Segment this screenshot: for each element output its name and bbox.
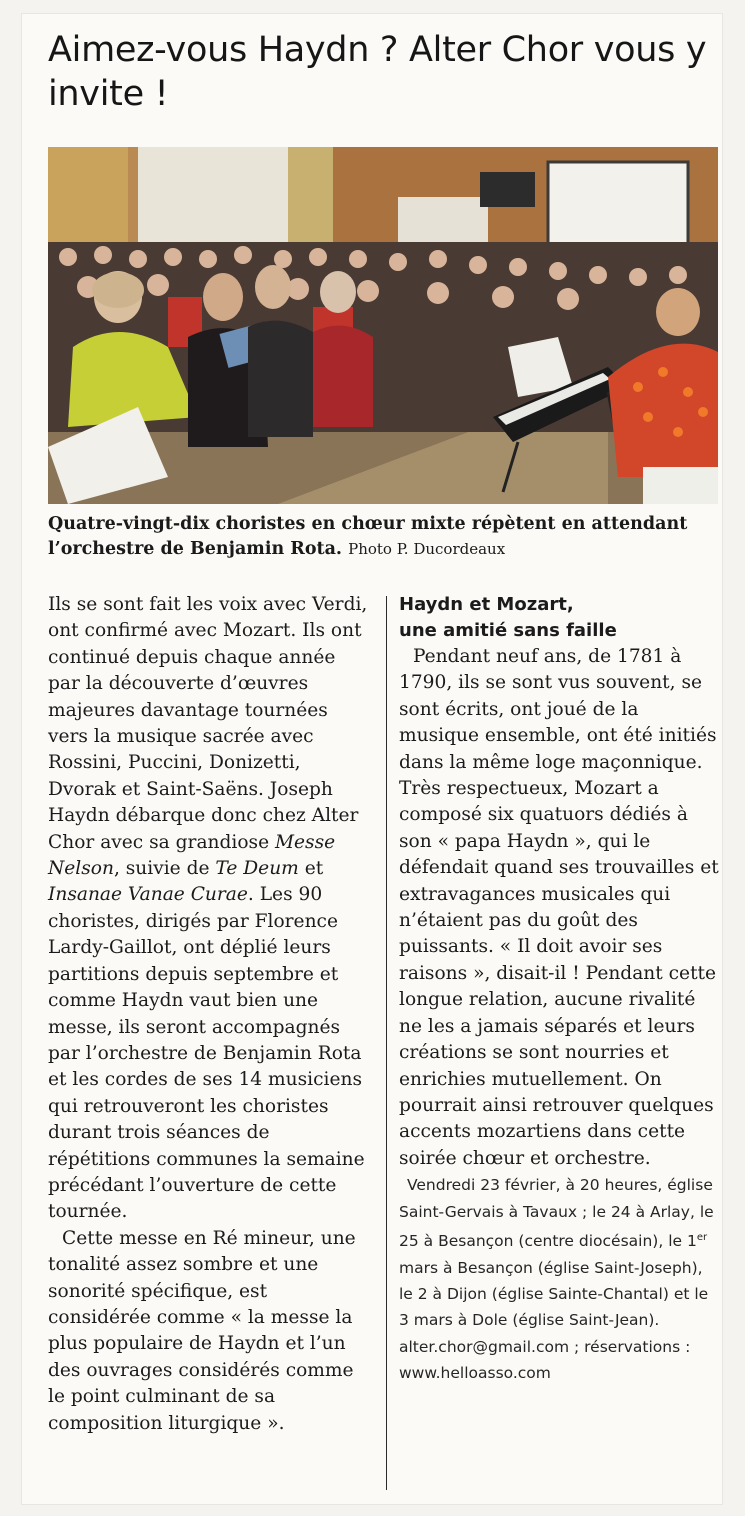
subhead-line-1: Haydn et Mozart, [399, 594, 574, 615]
paragraph-intro [48, 592, 370, 1226]
photo-credit: Photo P. Ducordeaux [348, 540, 506, 558]
event-info [399, 1172, 719, 1386]
intro-text-a: Ils se sont fait les voix avec Verdi, ont confirmé avec Mozart. Ils ont continué depuis chaque année par la découverte d’œuvres majeures davantage tournées vers la musique sacrée avec Rossini, Puccini, Donizetti, Dvorak et Saint-Saëns. Joseph Haydn débarque donc chez Alter Chor avec sa grandiose [48, 594, 368, 853]
paragraph-messe: Cette messe en Ré mineur, une tonalité assez sombre et une sonorité spécifique, est considérée comme « la messe la plus populaire de Haydn et l’un des ouvrages considérés comme le point culminant de sa composition liturgique ». [48, 1227, 356, 1434]
intro-text-b: , suivie de [113, 858, 216, 880]
rehearsal-photo [48, 147, 718, 504]
left-column [48, 592, 370, 1437]
intro-text-c: et [298, 858, 324, 880]
work-title-messe-nelson: Messe Nelson [48, 831, 336, 880]
intro-text-d: . Les 90 choristes, dirigés par Florence Lardy-Gaillot, ont déplié leurs partitions depuis septembre et comme Haydn vaut bien une messe, ils seront accompagnés par l’orchestre de Benjamin Rota et les cordes de ses 14 musiciens qui retrouveront les choristes durant trois séances de répétitions communes la semaine précédant l’ouverture de cette tournée. [48, 884, 365, 1223]
event-info-sup: er [696, 1231, 708, 1243]
column-divider [386, 596, 387, 1490]
event-info-a: Vendredi 23 février, à 20 heures, église Saint-Gervais à Tavaux ; le 24 à Arlay, le 25 à Besançon (centre diocésain), le 1 [399, 1176, 714, 1251]
headline: Aimez-vous Haydn ? Alter Chor vous y invite ! [48, 30, 707, 114]
photo-caption [48, 512, 718, 562]
caption-text: Quatre-vingt-dix choristes en chœur mixte répètent en attendant l’orchestre de Benjamin Rota. [48, 514, 688, 559]
paragraph-friendship: Pendant neuf ans, de 1781 à 1790, ils se sont vus souvent, se sont écrits, ont joué de la musique ensemble, ont été initiés dans la même loge maçonnique. Très respectueux, Mozart a composé six quatuors dédiés à son « papa Haydn », qui le défendait quand ses trouvailles et extravagances musicales qui n’étaient pas du goût des puissants. « Il doit avoir ses raisons », disait-il ! Pendant cette longue relation, aucune rivalité ne les a jamais séparés et leurs créations se sont nourries et enrichies mutuellement. On pourrait ainsi retrouver quelques accents mozartiens dans cette soirée chœur et orchestre. [399, 646, 719, 1169]
right-column [399, 592, 719, 1387]
subhead-line-2: une amitié sans faille [399, 620, 617, 641]
work-title-te-deum: Te Deum [215, 858, 299, 880]
event-info-b: mars à Besançon (église Saint-Joseph), le 2 à Dijon (église Sainte-Chantal) et le 3 mars à Dole (église Saint-Jean). alter.chor@gmail.com ; réservations : www.helloasso.com [399, 1258, 709, 1383]
work-title-insanae: Insanae Vanae Curae [48, 884, 248, 906]
